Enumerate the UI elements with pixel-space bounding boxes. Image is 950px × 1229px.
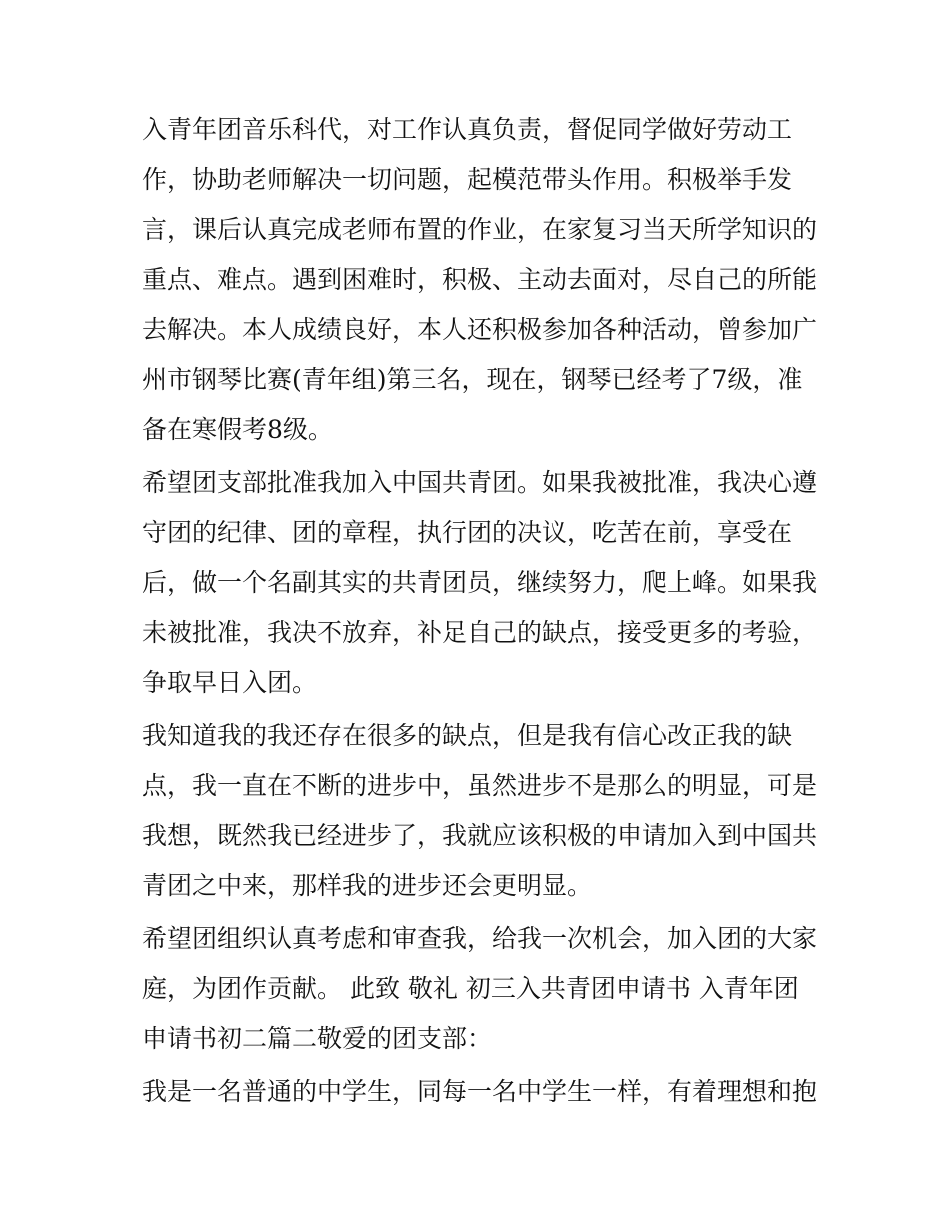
text-line: 言，课后认真完成老师布置的作业，在家复习当天所学知识的: [142, 215, 818, 244]
text-line: 希望团组织认真考虑和审查我，给我一次机会，加入团的大家: [142, 924, 818, 953]
text-line: 争取早日入团。: [142, 668, 318, 697]
text-line: 入青年团音乐科代，对工作认真负责，督促同学做好劳动工: [142, 115, 793, 144]
text-line: 我是一名普通的中学生，同每一名中学生一样，有着理想和抱: [142, 1077, 818, 1106]
text-line: 希望团支部批准我加入中国共青团。如果我被批准，我决心遵: [142, 468, 818, 497]
text-line: 未被批准，我决不放弃，补足自己的缺点，接受更多的考验，: [142, 618, 818, 647]
text-line: 守团的纪律、团的章程，执行团的决议，吃苦在前，享受在: [142, 518, 793, 547]
text-line: 庭，为团作贡献。 此致 敬礼 初三入共青团申请书 入青年团: [142, 974, 799, 1003]
text-line: 州市钢琴比赛(青年组)第三名，现在，钢琴已经考了7级，准: [142, 365, 803, 394]
text-line: 备在寒假考8级。: [142, 415, 333, 444]
text-line: 我知道我的我还存在很多的缺点，但是我有信心改正我的缺: [142, 721, 793, 750]
text-line: 点，我一直在不断的进步中，虽然进步不是那么的明显，可是: [142, 771, 818, 800]
text-line: 去解决。本人成绩良好，本人还积极参加各种活动，曾参加广: [142, 315, 818, 344]
text-line: 我想，既然我已经进步了，我就应该积极的申请加入到中国共: [142, 821, 818, 850]
text-line: 申请书初二篇二敬爱的团支部：: [142, 1024, 493, 1053]
text-line: 青团之中来，那样我的进步还会更明显。: [142, 871, 593, 900]
text-line: 作，协助老师解决一切问题，起模范带头作用。积极举手发: [142, 165, 793, 194]
text-line: 后，做一个名副其实的共青团员，继续努力，爬上峰。如果我: [142, 568, 818, 597]
text-line: 重点、难点。遇到困难时，积极、主动去面对，尽自己的所能: [142, 265, 818, 294]
